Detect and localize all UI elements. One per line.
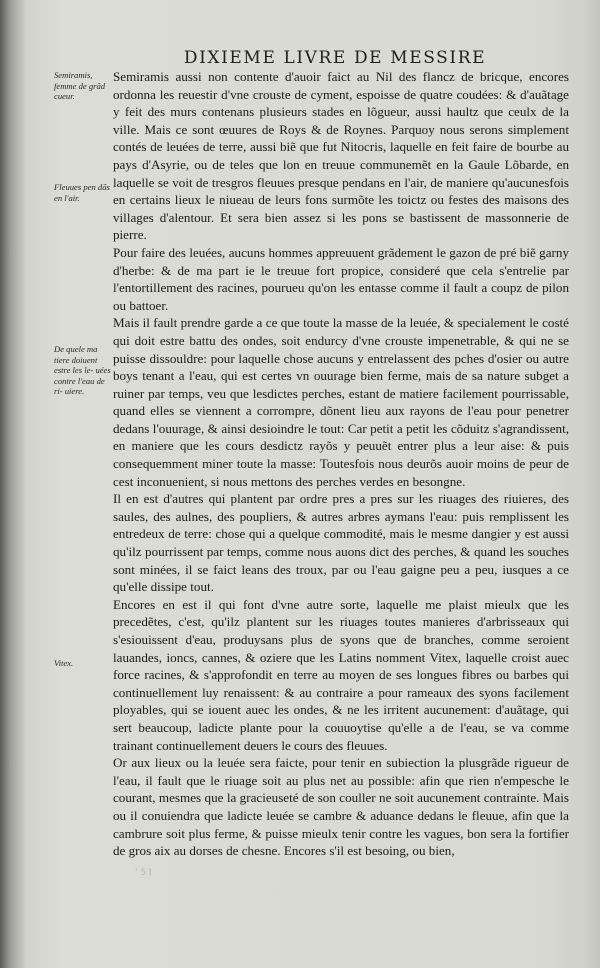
paragraph: Or aux lieux ou la leuée sera faicte, pour tenir en subiection la plusgrãde rigueur de l'eau, il fault que le riuage soit au plus net au possible: afin que rien n'empesche le courant, mesmes que la gracieuseté de son couller ne soit aucunement contrainte. Mais ou il conuiendra que ladicte leuée se cambre & aduance dedans le fleuue, afin que la cambrure soit plus ferme, & puisse mieulx tenir contre les vagues, bon sera la fortifier de gros aix au dorses de chesne. Encores s'il est besoing, ou bien, — [113, 755, 569, 859]
margin-note-fleuues: Fleuues pen dãs en l'air. — [54, 182, 110, 203]
margin-note-matiere: De quele ma tiere doiuent estre les le- uées contre l'eau de ri- uiere. — [54, 344, 111, 397]
paragraph: Il en est d'autres qui plantent par ordre pres a pres sur les riuages des riuieres, des saules, des aulnes, des poupliers, & autres arbres aymans l'eau: puis remplissent les entredeux de terre: chose qui a quelque commodité, mais le mesme dangier y est aussi qu'ilz pourrissent par temps, comme nous auons dict des perches, & quand les souches sont minées, il se faict leans des troux, par ou l'eau gaigne peu a peu, iusques a ce qu'elle dissipe tout. — [113, 491, 569, 595]
paragraph: Mais il fault prendre garde a ce que toute la masse de la leuée, & specialement le costé qui doit estre battu des ondes, soit endurcy d'vne crouste impenetrable, & qui ne se puisse dissouldre: pour laquelle chose aucuns y entrelassent des pches d'osier ou autre boys tenant a l'eau, qui est certes vn ouurage bien ferme, mais de sa nature subget a ruiner par temps, veu que lesdictes perches, estant de matiere facilement pourrissable, quand elles se viennent a corrompre, dõnent lieu aux rayons de l'eau pour penetrer dedans l'ouurage, & ainsi desioindre le tout: Car petit a petit les cõduitz s'agrandissent, en maniere que les cours desdictz rayõs y peuuẽt entrer plus a leur aise: & puis consequemment miner toute la masse: Toutesfois nous deurõs auoir moins de peur de cest inconuenient, si nous mettons des perches verdes en besongne. — [113, 315, 569, 489]
paragraph: Pour faire des leuées, aucuns hommes appreuuent grãdement le gazon de pré biẽ garny d'herbe: & de ma part ie le treuue fort propice, consideré que cela s'entrelie par l'entortillement des racines, pourueu qu'on les entasse comme il fault a coupz de pilon ou battoer. — [113, 244, 569, 313]
paragraph: Encores en est il qui font d'vne autre sorte, laquelle me plaist mieulx que les precedẽtes, c'est, qu'ilz plantent sur les riuages toutes manieres d'arbrisseaux qui s'esiouissent d'eau, produysans plus de syons que de branches, comme seroient lauandes, ioncs, cannes, & oziere que les Latins nomment Vitex, laquelle croist auec force racines, & s'approfondit en terre au moyen de ses longues fibres ou barbes qui continuellement luy renaissent: & au contraire a pour rameaux des syons facilement ployables, qui se iouent auec les ondes, & ne les irritent aucunement: d'auãtage, qui sert beaucoup, ladicte plante pour la couuoytise qu'elle a de l'eau, se va comme trainant continuellement deuers le cours des fleuues. — [113, 596, 569, 753]
running-title: DIXIEME LIVRE DE MESSIRE — [183, 48, 487, 68]
paragraph: Semiramis aussi non contente d'auoir faict au Nil des flancz de bricque, encores ordonna les reuestir d'vne crouste de cyment, espoisse de quatre coudées: & d'auãtage y feit des murs contenans plusieurs stades en lõgueur, aussi haultz que ceulx de la ville. Mais ce sont œuures de Roys & de Roynes. Parquoy nous serons simplement contés de leuées de terre, aussi biẽ que fut Nitocris, laquelle en feit faire de bourbe au pays d'Asyrie, ou de teles que lon en treuue communemẽt en la Gaule Lõbarde, en laquelle se voit de tresgros fleuues presque pendans en l'air, de maniere qu'aucunesfois en certains lieux le niueau de leurs fons surmõte les toictz ou festes des maisons des villages d'alentour. Et sera bien assez si les pons se bastissent de massonnerie de pierre. — [113, 69, 569, 243]
library-stamp: ' 5 I — [135, 868, 152, 878]
margin-note-semiramis: Semiramis, femme de grãd cueur. — [54, 70, 106, 102]
body-text — [113, 68, 569, 860]
margin-note-vitex: Vitex. — [54, 658, 74, 668]
